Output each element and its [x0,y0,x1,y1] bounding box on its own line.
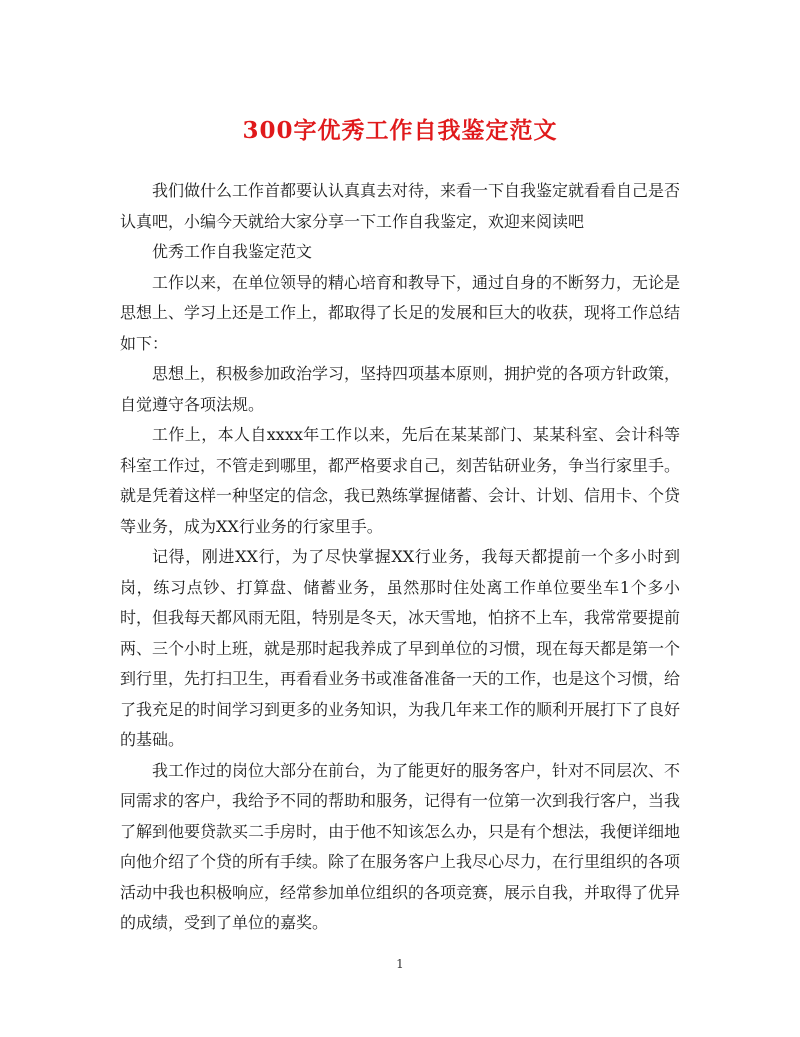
paragraph-work: 工作上，本人自xxxx年工作以来，先后在某某部门、某某科室、会计科等科室工作过，不管走到哪里，都严格要求自己，刻苦钻研业务，争当行家里手。就是凭着这样一种坚定的信念，我已熟练掌握储蓄、会计、计划、信用卡、个贷等业务，成为XX行业务的行家里手。 [120,425,681,536]
paragraph-service: 我工作过的岗位大部分在前台，为了能更好的服务客户，针对不同层次、不同需求的客户，我给予不同的帮助和服务，记得有一位第一次到我行客户，当我了解到他要贷款买二手房时，由于他不知该怎么办，只是有个想法，我便详细地向他介绍了个贷的所有手续。除了在服务客户上我尽心尽力，在行里组织的各项活动中我也积极响应，经常参加单位组织的各项竞赛，展示自我，并取得了优异的成绩，受到了单位的嘉奖。 [120,760,681,932]
document-body [120,176,680,939]
paragraph-overview: 工作以来，在单位领导的精心培育和教导下，通过自身的不断努力，无论是思想上、学习上还是工作上，都取得了长足的发展和巨大的收获，现将工作总结如下： [120,272,681,353]
page-number: 1 [396,957,404,971]
paragraph-subtitle: 优秀工作自我鉴定范文 [152,242,313,261]
paragraph-memory: 记得，刚进XX行，为了尽快掌握XX行业务，我每天都提前一个多小时到岗，练习点钞、打算盘、储蓄业务，虽然那时住处离工作单位要坐车1个多小时，但我每天都风雨无阻，特别是冬天，冰天雪地，怕挤不上车，我常常要提前两、三个小时上班，就是那时起我养成了早到单位的习惯，现在每天都是第一个到行里，先打扫卫生，再看看业务书或准备准备一天的工作，也是这个习惯，给了我充足的时间学习到更多的业务知识，为我几年来工作的顺利开展打下了良好的基础。 [120,547,681,749]
paragraph-intro: 我们做什么工作首都要认认真真去对待，来看一下自我鉴定就看看自己是否认真吧，小编今天就给大家分享一下工作自我鉴定，欢迎来阅读吧 [120,181,681,231]
paragraph-thought: 思想上，积极参加政治学习，坚持四项基本原则，拥护党的各项方针政策，自觉遵守各项法规。 [120,364,681,414]
document-title: 300字优秀工作自我鉴定范文 [242,117,558,144]
